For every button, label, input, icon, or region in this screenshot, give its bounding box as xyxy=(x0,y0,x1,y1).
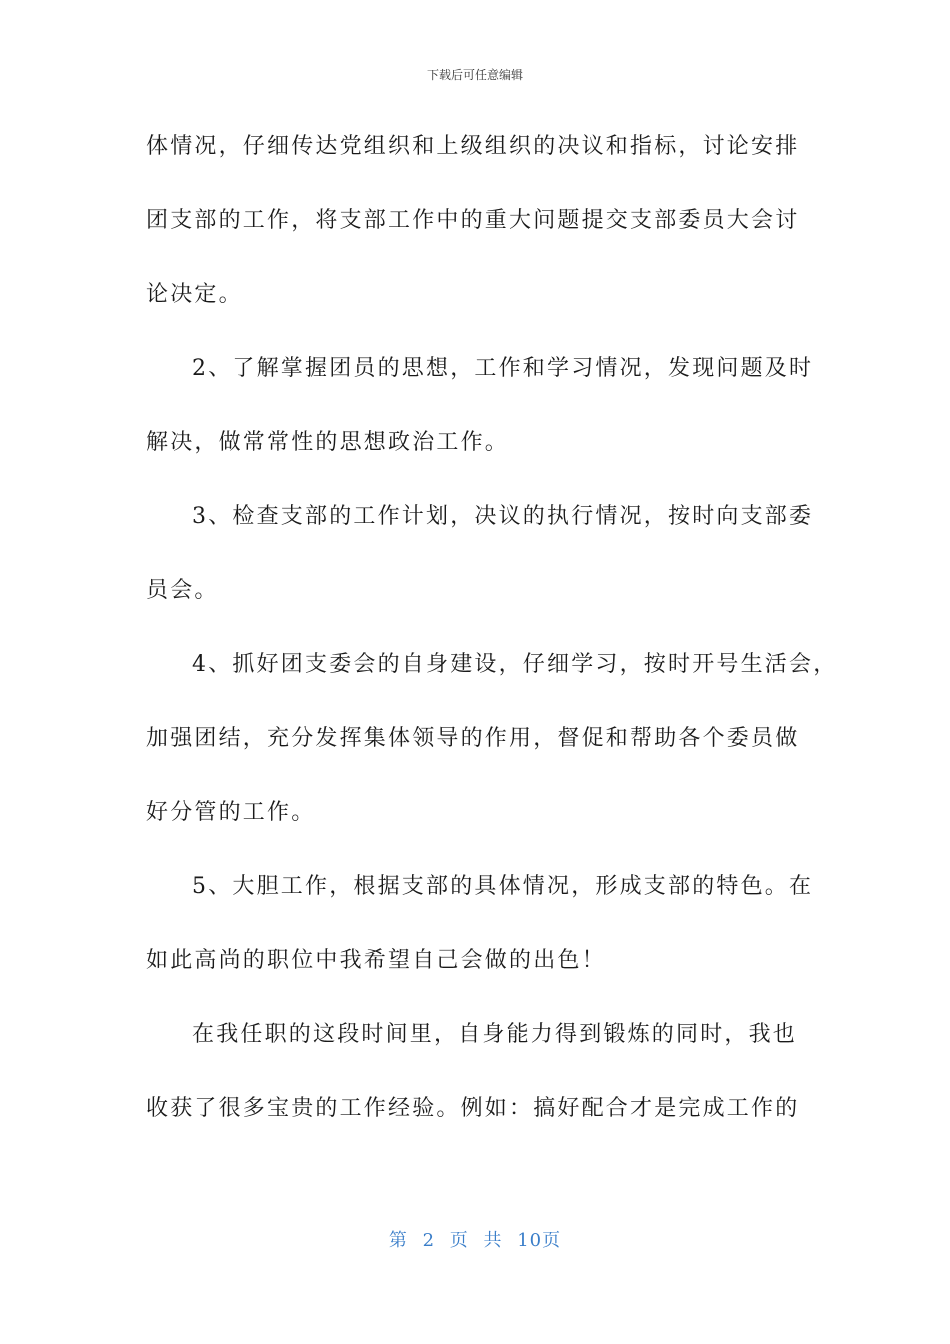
text-line: 4、抓好团支委会的自身建设，仔细学习，按时开号生活会， xyxy=(192,652,838,677)
text-line: 3、检查支部的工作计划，决议的执行情况，按时向支部委 xyxy=(192,504,814,529)
text-line: 论决定。 xyxy=(146,282,243,307)
page-total: 10页 xyxy=(517,1230,562,1251)
text-line: 收获了很多宝贵的工作经验。例如：搞好配合才是完成工作的 xyxy=(146,1096,800,1121)
text-line: 5、大胆工作，根据支部的具体情况，形成支部的特色。在 xyxy=(192,874,814,899)
text-line: 加强团结，充分发挥集体领导的作用，督促和帮助各个委员做 xyxy=(146,726,800,751)
page-footer xyxy=(0,1226,950,1252)
text-line: 在我任职的这段时间里，自身能力得到锻炼的同时，我也 xyxy=(192,1022,798,1047)
text-line: 团支部的工作，将支部工作中的重大问题提交支部委员大会讨 xyxy=(146,208,800,233)
page-header: 下载后可任意编辑 xyxy=(426,68,523,82)
text-line: 如此高尚的职位中我希望自己会做的出色！ xyxy=(146,948,606,973)
text-line: 好分管的工作。 xyxy=(146,800,316,825)
footer-mid: 页 xyxy=(449,1230,469,1251)
text-line: 员会。 xyxy=(146,578,219,603)
footer-prefix: 第 xyxy=(388,1230,408,1251)
page-number: 2 xyxy=(422,1230,436,1251)
document-body xyxy=(146,128,838,1128)
footer-total-label: 共 xyxy=(483,1230,503,1251)
text-line: 解决，做常常性的思想政治工作。 xyxy=(146,430,510,455)
text-line: 体情况，仔细传达党组织和上级组织的决议和指标，讨论安排 xyxy=(146,134,800,159)
text-line: 2、了解掌握团员的思想，工作和学习情况，发现问题及时 xyxy=(192,356,814,381)
